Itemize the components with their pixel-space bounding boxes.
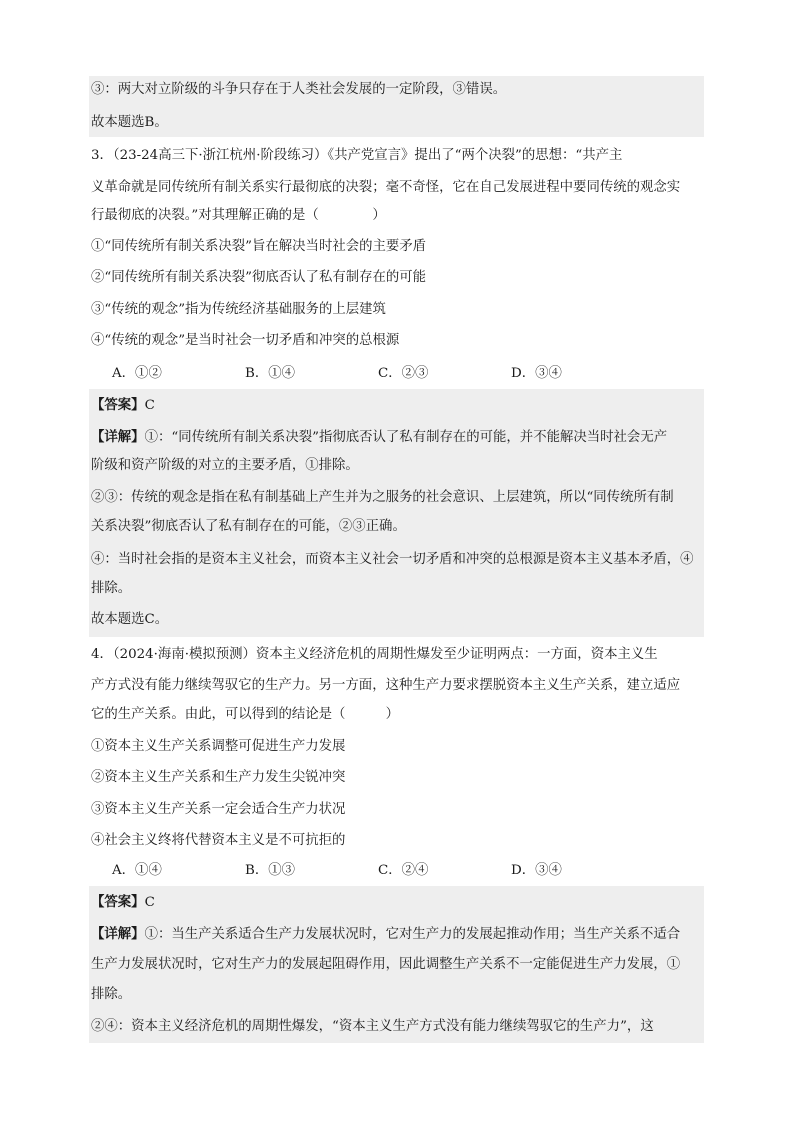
q3-detail-line-7: 故本题选C。 [91,612,169,627]
q4-detail-line-2: 生产力发展状况时，它对生产力的发展起阻碍作用，因此调整生产关系不一定能促进生产力发展，① [91,957,681,972]
q3-option-c: C．②③ [378,366,429,381]
q3-detail-line-3: ②③：传统的观念是指在私有制基础上产生并为之服务的社会意识、上层建筑，所以“同传统所有制 [91,490,674,505]
q3-option-a: A．①② [112,366,162,381]
q4-answer-label: 【答案】 [91,894,145,910]
q4-option-a: A．①④ [112,863,162,878]
q3-detail-line-1 [91,427,703,448]
q4-answer-value: C [144,895,155,910]
q3-stem-line-2: 义革命就是同传统所有制关系实行最彻底的决裂；毫不奇怪，它在自己发展进程中要同传统的观念实 [91,180,681,195]
q3-option-d: D．③④ [511,366,562,381]
q3-item-2: ②“同传统所有制关系决裂”彻底否认了私有制存在的可能 [91,270,427,285]
q4-item-2: ②资本主义生产关系和生产力发生尖锐冲突 [91,770,346,785]
q3-item-3: ③“传统的观念”指为传统经济基础服务的上层建筑 [91,302,386,317]
prev-conclusion: 故本题选B。 [91,115,168,130]
q4-stem-line-3: 它的生产关系。由此，可以得到的结论是（ ） [91,707,399,722]
q4-answer [91,892,703,913]
q3-stem-line-3: 行最彻底的决裂。”对其理解正确的是（ ） [91,208,386,223]
q3-detail-line-2: 阶级和资产阶级的对立的主要矛盾，①排除。 [91,458,359,473]
q3-detail-text-1: ①：“同传统所有制关系决裂”指彻底否认了私有制存在的可能，并不能解决当时社会无产 [144,430,668,445]
q3-option-b: B．①④ [245,366,296,381]
q3-stem-line-1: 3．（23-24高三下·浙江杭州·阶段练习）《共产党宣言》提出了“两个决裂”的思想：“共产主 [91,148,623,163]
q3-detail-line-6: 排除。 [91,581,132,596]
q4-detail-label: 【详解】 [91,926,145,942]
q4-stem-line-2: 产方式没有能力继续驾驭它的生产力。另一方面，这种生产力要求摆脱资本主义生产关系，建立适应 [91,678,681,693]
q4-item-1: ①资本主义生产关系调整可促进生产力发展 [91,739,346,754]
q3-answer-value: C [144,398,155,413]
q4-item-3: ③资本主义生产关系一定会适合生产力状况 [91,802,346,817]
q4-detail-text-1: ①：当生产关系适合生产力发展状况时，它对生产力的发展起推动作用；当生产关系不适合 [144,927,681,942]
q4-detail-line-4: ②④：资本主义经济危机的周期性爆发，“资本主义生产方式没有能力继续驾驭它的生产力”，这 [91,1019,654,1034]
q3-answer [91,395,703,416]
q4-item-4: ④社会主义终将代替资本主义是不可抗拒的 [91,833,346,848]
q4-option-d: D．③④ [511,863,562,878]
q3-item-1: ①“同传统所有制关系决裂”旨在解决当时社会的主要矛盾 [91,239,427,254]
q4-option-c: C．②④ [378,863,429,878]
q4-detail-line-3: 排除。 [91,987,132,1002]
q3-detail-line-4: 关系决裂”彻底否认了私有制存在的可能，②③正确。 [91,519,406,534]
q3-answer-label: 【答案】 [91,397,145,413]
q3-item-4: ④“传统的观念”是当时社会一切矛盾和冲突的总根源 [91,333,400,348]
prev-explanation-line: ③：两大对立阶级的斗争只存在于人类社会发展的一定阶段，③错误。 [91,82,507,97]
q3-detail-line-5: ④：当时社会指的是资本主义社会，而资本主义社会一切矛盾和冲突的总根源是资本主义基本矛盾，④ [91,552,694,567]
q3-detail-label: 【详解】 [91,429,145,445]
q4-stem-line-1: 4．（2024·海南·模拟预测）资本主义经济危机的周期性爆发至少证明两点：一方面，资本主义生 [91,647,658,662]
q4-option-b: B．①③ [245,863,296,878]
q4-detail-line-1 [91,924,703,945]
